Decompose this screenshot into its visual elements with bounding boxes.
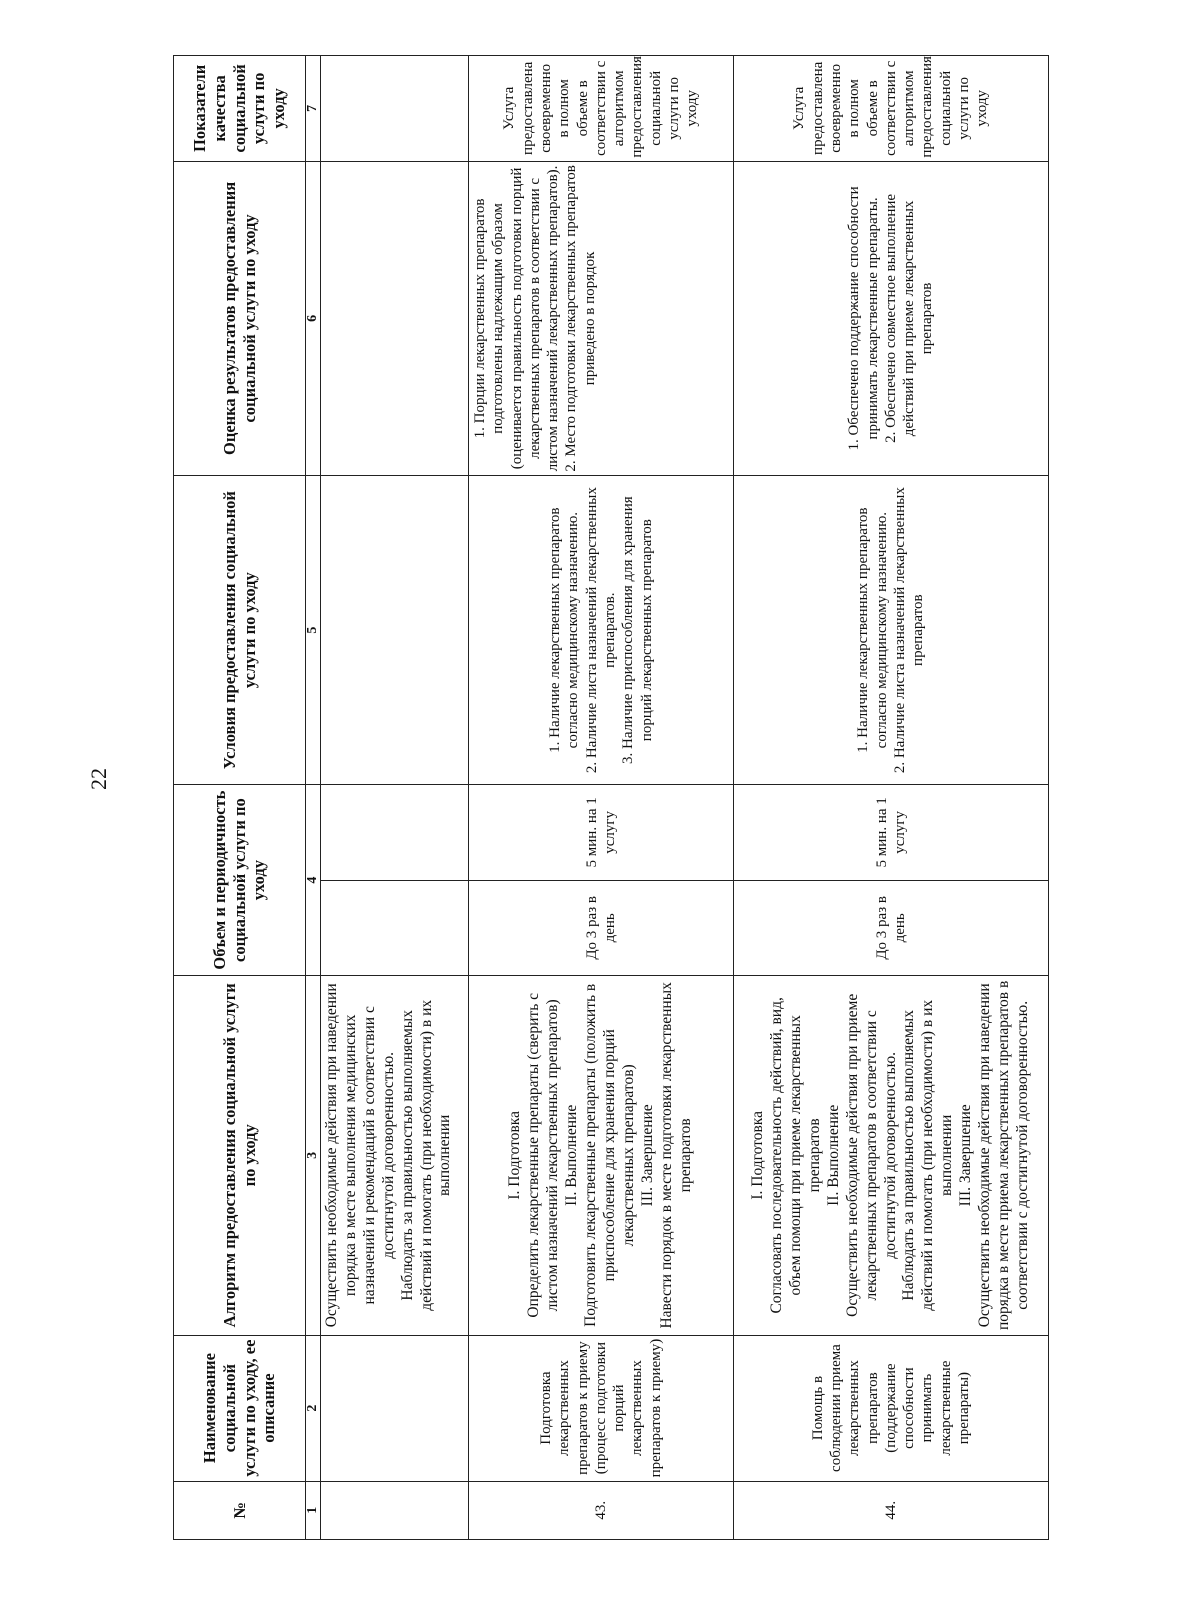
evaluation-line: 2. Обеспечено совместное выполнение действий при приеме лекарственных препаратов	[882, 193, 936, 443]
conditions-cell	[734, 476, 1049, 785]
volume: 5 мин. на 1 услугу	[734, 785, 1049, 880]
continuation-algorithm-cell	[321, 976, 469, 1335]
frequency: До 3 раз в день	[469, 880, 734, 975]
column-number: 2	[306, 1335, 321, 1481]
header-conditions: Условия предоставления социальной услуги по уходу	[174, 476, 306, 785]
volume: 5 мин. на 1 услугу	[469, 785, 734, 880]
column-numbers-row	[306, 56, 321, 1540]
service-name: Помощь в соблюдении приема лекарственных препаратов (поддержание способности принимать лекарственные препараты)	[734, 1335, 1049, 1481]
algorithm-line: Осуществить необходимые действия при приеме лекарственных препаратов в соответствии с достигнутой договоренностью.	[843, 993, 899, 1317]
column-number: 6	[306, 161, 321, 476]
algorithm-line: Согласовать последовательность действий, вид, объем помощи при приеме лекарственных препаратов	[768, 997, 823, 1314]
algorithm-line: I. Подготовка	[749, 1111, 767, 1200]
algorithm-line: Наблюдать за правильностью выполняемых действий и помогать (при необходимости) в их выполнении	[900, 999, 956, 1311]
algorithm-cell	[734, 976, 1049, 1335]
header-evaluation: Оценка результатов предоставления социальной услуги по уходу	[174, 161, 306, 476]
header-number: №	[174, 1481, 306, 1539]
condition-line: 1. Наличие лекарственных препаратов согласно медицинскому назначению.	[855, 507, 890, 753]
algorithm-line: Осуществить необходимые действия при наведении порядка в месте приема лекарственных препаратов в соответствии с достигнутой договоренностью.	[976, 980, 1031, 1330]
quality-indicator: Услуга предоставлена своевременно в полном объеме в соответствии с алгоритмом предоставления социальной услуги по уходу	[469, 56, 734, 162]
algorithm-line: III. Завершение	[957, 1104, 975, 1207]
continuation-row	[321, 56, 469, 1540]
column-number: 1	[306, 1481, 321, 1539]
algorithm-line: Осуществить необходимые действия при наведении порядка в месте выполнения медицинских назначений и рекомендаций в соответствии с достигнутой договоренностью.	[323, 983, 397, 1328]
condition-line: 3. Наличие приспособления для хранения порций лекарственных препаратов	[620, 496, 655, 764]
service-name: Подготовка лекарственных препаратов к приему (процесс подготовки порций лекарственных препаратов к приему)	[469, 1335, 734, 1481]
evaluation-cell	[469, 161, 734, 476]
column-number: 4	[306, 785, 321, 976]
evaluation-line: 1. Обеспечено поддержание способности принимать лекарственные препараты.	[846, 186, 881, 451]
algorithm-line: II. Выполнение	[824, 1104, 842, 1206]
column-number: 5	[306, 476, 321, 785]
algorithm-line: I. Подготовка	[506, 1111, 524, 1200]
services-table	[173, 55, 1049, 1540]
header-service-name: Наименование социальной услуги по уходу, ее описание	[174, 1335, 306, 1481]
row-number: 43.	[469, 1481, 734, 1539]
algorithm-line: III. Завершение	[638, 1104, 656, 1207]
table-header-row	[174, 56, 306, 1540]
column-number: 3	[306, 976, 321, 1335]
evaluation-cell	[734, 161, 1049, 476]
algorithm-line: II. Выполнение	[563, 1104, 581, 1206]
algorithm-line: Навести порядок в месте подготовки лекарственных препаратов	[657, 982, 694, 1329]
conditions-cell	[469, 476, 734, 785]
rotated-table-wrapper	[173, 55, 1075, 1540]
algorithm-cell	[469, 976, 734, 1335]
header-algorithm: Алгоритм предоставления социальной услуги по уходу	[174, 976, 306, 1335]
table-row	[734, 56, 1049, 1540]
condition-line: 2. Наличие листа назначений лекарственных препаратов.	[583, 487, 618, 774]
table-row	[469, 56, 734, 1540]
algorithm-line: Определить лекарственные препараты (сверить с листом назначений лекарственных препаратов)	[525, 992, 562, 1318]
algorithm-line: Наблюдать за правильностью выполняемых действий и помогать (при необходимости) в их выполнении	[398, 999, 454, 1311]
evaluation-line: 1. Порции лекарственных препаратов подготовлены надлежащим образом (оценивается правильность подготовки порций лекарственных препаратов в соответствии с листом назначений лекарственных препаратов).	[472, 165, 562, 472]
header-volume: Объем и периодичность социальной услуги по уходу	[174, 785, 306, 976]
condition-line: 2. Наличие листа назначений лекарственных препаратов	[892, 487, 927, 774]
header-quality: Показатели качества социальной услуги по уходу	[174, 56, 306, 162]
frequency: До 3 раз в день	[734, 880, 1049, 975]
condition-line: 1. Наличие лекарственных препаратов согласно медицинскому назначению.	[547, 507, 582, 753]
row-number: 44.	[734, 1481, 1049, 1539]
page-number: 22	[86, 768, 111, 790]
quality-indicator: Услуга предоставлена своевременно в полном объеме в соответствии с алгоритмом предоставления социальной услуги по уходу	[734, 56, 1049, 162]
algorithm-line: Подготовить лекарственные препараты (положить в приспособление для хранения порций лекарственных препаратов)	[582, 983, 637, 1327]
evaluation-line: 2. Место подготовки лекарственных препаратов приведено в порядок	[563, 165, 598, 472]
column-number: 7	[306, 56, 321, 162]
